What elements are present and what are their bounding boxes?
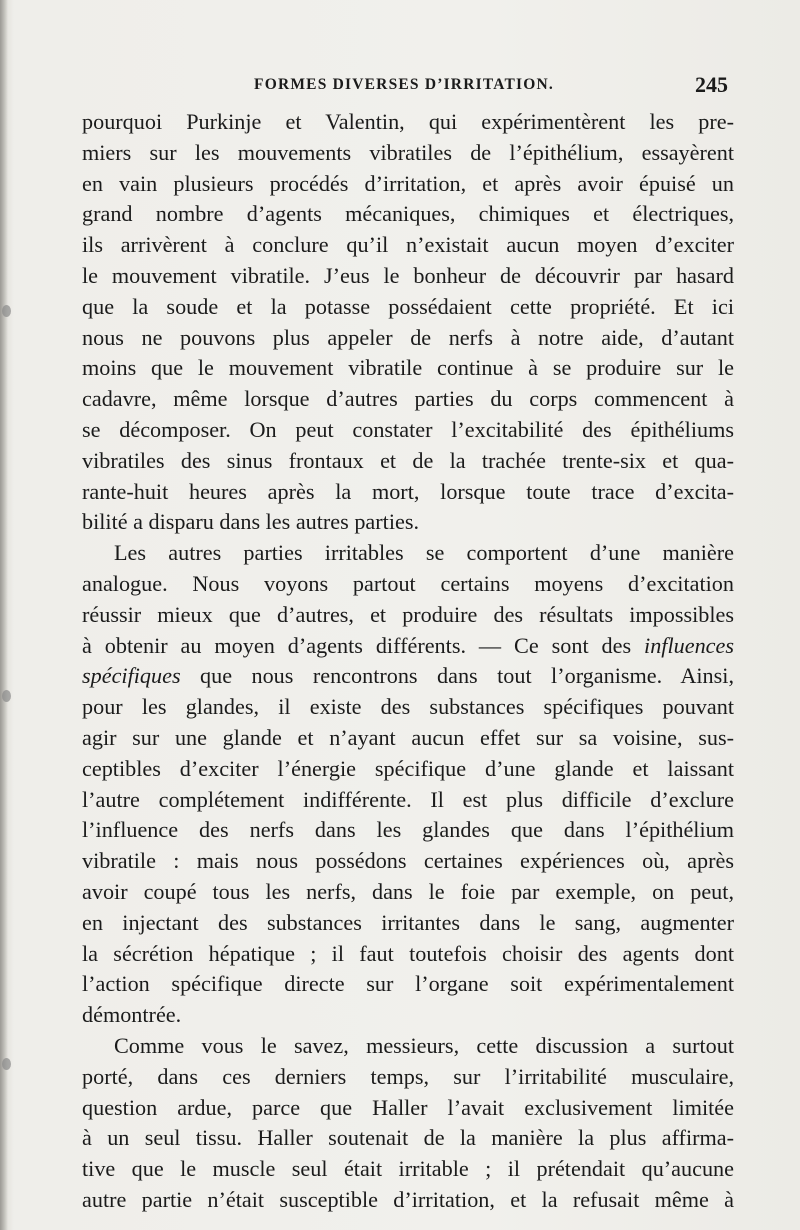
italic-term: influences [644, 632, 734, 658]
text-line: en injectant des substances irritantes dans le sang, augmenter [82, 909, 734, 935]
paragraph-start-line: Les autres parties irritables se comportent d’une manière [114, 540, 734, 566]
text-line: le mouvement vibratile. J’eus le bonheur de découvrir par hasard [82, 262, 734, 288]
text-line: cadavre, même lorsque d’autres parties du corps commencent à [82, 386, 734, 412]
text-line: vibratile : mais nous possédons certaines expériences où, après [82, 848, 734, 874]
text-line: miers sur les mouvements vibratiles de l’épithélium, essayèrent [82, 139, 734, 165]
text-line: porté, dans ces derniers temps, sur l’irritabilité musculaire, [82, 1063, 734, 1089]
body-text [82, 107, 734, 1216]
text-line: pour les glandes, il existe des substances spécifiques pouvant [82, 694, 734, 720]
text-line: ceptibles d’exciter l’énergie spécifique d’une glande et laissant [82, 755, 734, 781]
text-line: vibratiles des sinus frontaux et de la trachée trente-six et qua- [82, 447, 734, 473]
text-line: bilité a disparu dans les autres parties. [82, 509, 420, 535]
text-line: l’influence des nerfs dans les glandes que dans l’épithélium [82, 817, 734, 843]
text-line: pourquoi Purkinje et Valentin, qui expérimentèrent les pre- [82, 109, 734, 134]
text-line: rante-huit heures après la mort, lorsque toute trace d’excita- [82, 478, 734, 504]
text-line: tive que le muscle seul était irritable ; il prétendait qu’aucune [82, 1156, 734, 1182]
text-line: réussir mieux que d’autres, et produire des résultats impossibles [82, 601, 734, 627]
text-line: autre partie n’était susceptible d’irritation, et la refusait même à [82, 1186, 734, 1212]
page-header [80, 72, 728, 102]
text-line: à un seul tissu. Haller soutenait de la manière la plus affirma- [82, 1125, 734, 1151]
text-line: question ardue, parce que Haller l’avait exclusivement limitée [82, 1094, 734, 1120]
page-number: 245 [695, 72, 728, 97]
text-line: moins que le mouvement vibratile continue à se produire sur le [82, 355, 734, 381]
text-line: analogue. Nous voyons partout certains moyens d’excitation [82, 570, 734, 596]
text-line: la sécrétion hépatique ; il faut toutefois choisir des agents dont [82, 940, 734, 966]
paragraph-start-line: Comme vous le savez, messieurs, cette discussion a surtout [114, 1032, 734, 1058]
margin-marks [0, 0, 20, 1230]
text-line: avoir coupé tous les nerfs, dans le foie par exemple, on peut, [82, 878, 734, 904]
text-line: se décomposer. On peut constater l’excitabilité des épithéliums [82, 416, 734, 442]
text-line: spécifiques que nous rencontrons dans tout l’organisme. Ainsi, [82, 663, 734, 689]
text-line: démontrée. [82, 1002, 182, 1028]
margin-speck [2, 690, 11, 702]
text-line: nous ne pouvons plus appeler de nerfs à notre aide, d’autant [82, 324, 734, 350]
text-line: en vain plusieurs procédés d’irritation, et après avoir épuisé un [82, 170, 734, 196]
text-line: agir sur une glande et n’ayant aucun effet sur sa voisine, sus- [82, 724, 734, 750]
text-line: grand nombre d’agents mécaniques, chimiques et électriques, [82, 201, 734, 227]
text-line: que la soude et la potasse possédaient cette propriété. Et ici [82, 293, 734, 319]
italic-term: spécifiques [82, 663, 181, 689]
text-line: ils arrivèrent à conclure qu’il n’existait aucun moyen d’exciter [82, 232, 734, 258]
margin-speck [2, 1058, 11, 1070]
text-line: l’autre complétement indifférente. Il est plus difficile d’exclure [82, 786, 734, 812]
margin-speck [2, 305, 11, 317]
text-line: l’action spécifique directe sur l’organe soit expérimentalement [82, 971, 734, 997]
running-head: FORMES DIVERSES D’IRRITATION. [254, 76, 554, 93]
text-line: à obtenir au moyen d’agents différents. — Ce sont des influences [82, 632, 734, 658]
